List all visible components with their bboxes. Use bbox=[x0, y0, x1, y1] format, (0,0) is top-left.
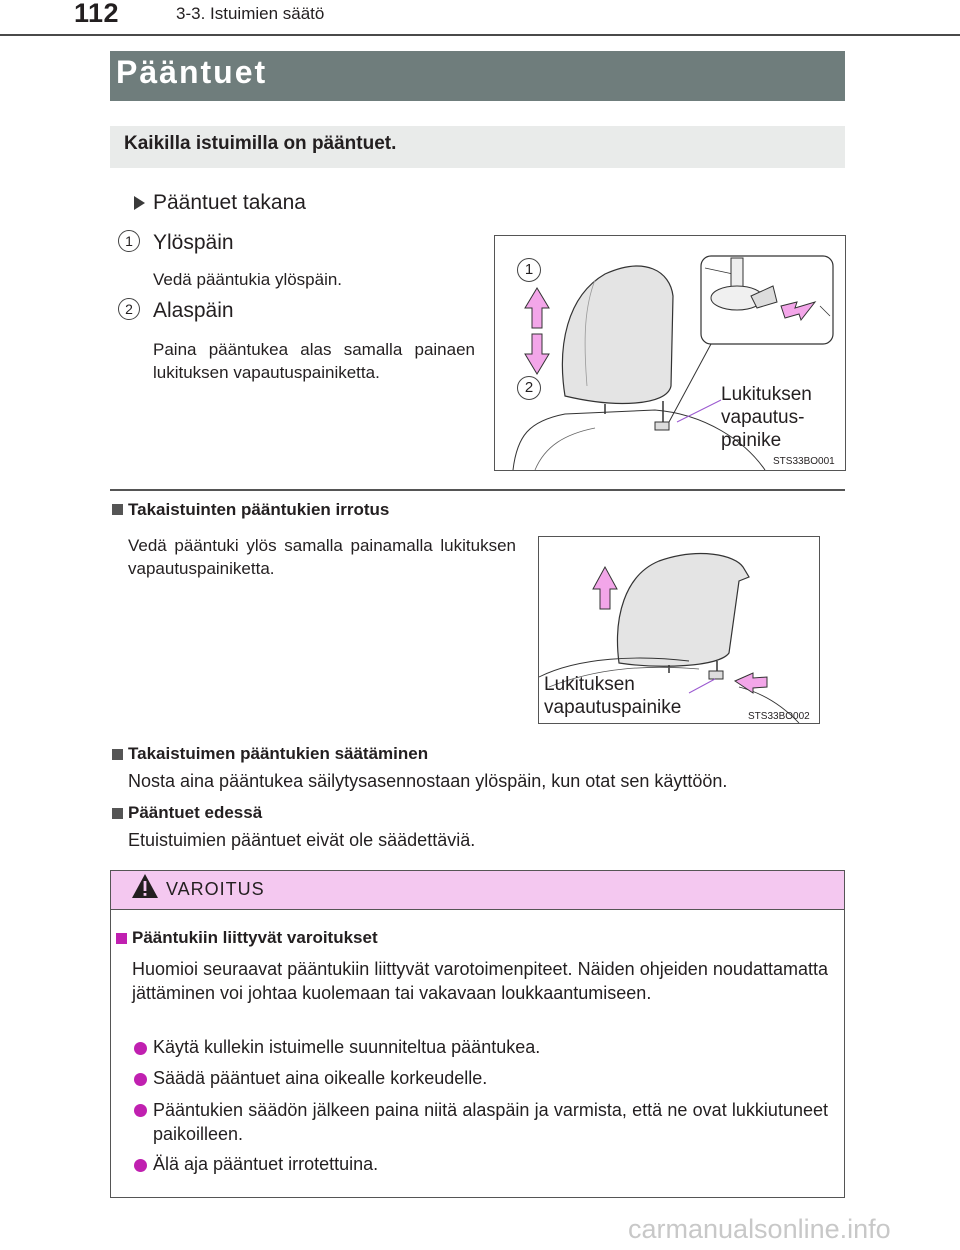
square-bullet-icon bbox=[112, 808, 123, 819]
warning-bullet: Säädä pääntuet aina oikealle korkeudelle. bbox=[153, 1068, 488, 1088]
section-rule bbox=[110, 489, 845, 491]
warning-label: VAROITUS bbox=[166, 879, 265, 899]
adjust-text: Nosta aina pääntukea säilytysasennostaan ylöspäin, kun otat sen käyttöön. bbox=[128, 771, 728, 791]
figure2-label-line2: vapautuspainike bbox=[544, 697, 682, 718]
header-rule bbox=[0, 34, 960, 36]
figure2-code: STS33BO002 bbox=[748, 711, 810, 722]
removal-text: Vedä pääntuki ylös samalla painamalla lukituksen vapautuspainiketta. bbox=[128, 536, 516, 578]
figure1-label-line2: vapautus- bbox=[721, 407, 805, 428]
square-bullet-icon bbox=[112, 749, 123, 760]
watermark: carmanualsonline.info bbox=[628, 1214, 891, 1244]
warning-bullet: Älä aja pääntuet irrotettuina. bbox=[153, 1154, 379, 1174]
pink-dot-bullet-icon bbox=[134, 1042, 147, 1055]
pink-dot-bullet-icon bbox=[134, 1073, 147, 1086]
headrest-illustration bbox=[495, 236, 845, 470]
figure-marker-2: 2 bbox=[517, 376, 541, 400]
intro-text: Kaikilla istuimilla on pääntuet. bbox=[124, 133, 397, 154]
figure2-label-line1: Lukituksen bbox=[544, 674, 635, 695]
page-title: Pääntuet bbox=[116, 54, 268, 90]
figure1-label-line1: Lukituksen bbox=[721, 384, 812, 405]
step-title-up: Ylöspäin bbox=[153, 231, 234, 254]
warning-box bbox=[110, 870, 845, 1198]
step-number-1: 1 bbox=[118, 230, 140, 252]
step-text-up: Vedä pääntukia ylöspäin. bbox=[153, 270, 343, 289]
warning-bullet: Pääntukien säädön jälkeen paina niitä alaspäin ja varmista, että ne ovat lukkiutuneet paikoilleen. bbox=[153, 1100, 828, 1144]
front-heading: Pääntuet edessä bbox=[128, 803, 263, 822]
removal-heading: Takaistuinten pääntukien irrotus bbox=[128, 500, 390, 519]
step-title-down: Alaspäin bbox=[153, 299, 234, 322]
warning-heading: Pääntukiin liittyvät varoitukset bbox=[132, 928, 378, 947]
square-bullet-icon bbox=[112, 504, 123, 515]
step-text-down: Paina pääntukea alas samalla painaen lukituksen vapautuspainiketta. bbox=[153, 340, 475, 382]
warning-bullet: Käytä kullekin istuimelle suunniteltua pääntukea. bbox=[153, 1037, 541, 1057]
pink-dot-bullet-icon bbox=[134, 1104, 147, 1117]
warning-intro: Huomioi seuraavat pääntukiin liittyvät varotoimenpiteet. Näiden ohjeiden noudattamatta jättäminen voi johtaa kuolemaan tai vakavaan loukkaantumiseen. bbox=[132, 959, 828, 1003]
figure-headrest-adjust bbox=[494, 235, 846, 471]
page-number: 112 bbox=[74, 0, 120, 28]
figure1-code: STS33BO001 bbox=[773, 456, 835, 467]
triangle-bullet-icon bbox=[134, 196, 145, 210]
rear-subtitle: Pääntuet takana bbox=[153, 191, 306, 214]
step-number-2: 2 bbox=[118, 298, 140, 320]
pink-dot-bullet-icon bbox=[134, 1159, 147, 1172]
adjust-heading: Takaistuimen pääntukien säätäminen bbox=[128, 744, 429, 763]
pink-square-bullet-icon bbox=[116, 933, 127, 944]
figure-marker-1: 1 bbox=[517, 258, 541, 282]
section-title: 3-3. Istuimien säätö bbox=[176, 4, 325, 23]
warning-triangle-icon bbox=[130, 872, 160, 900]
figure1-label-line3: painike bbox=[721, 430, 782, 451]
front-text: Etuistuimien pääntuet eivät ole säädettäviä. bbox=[128, 830, 476, 850]
